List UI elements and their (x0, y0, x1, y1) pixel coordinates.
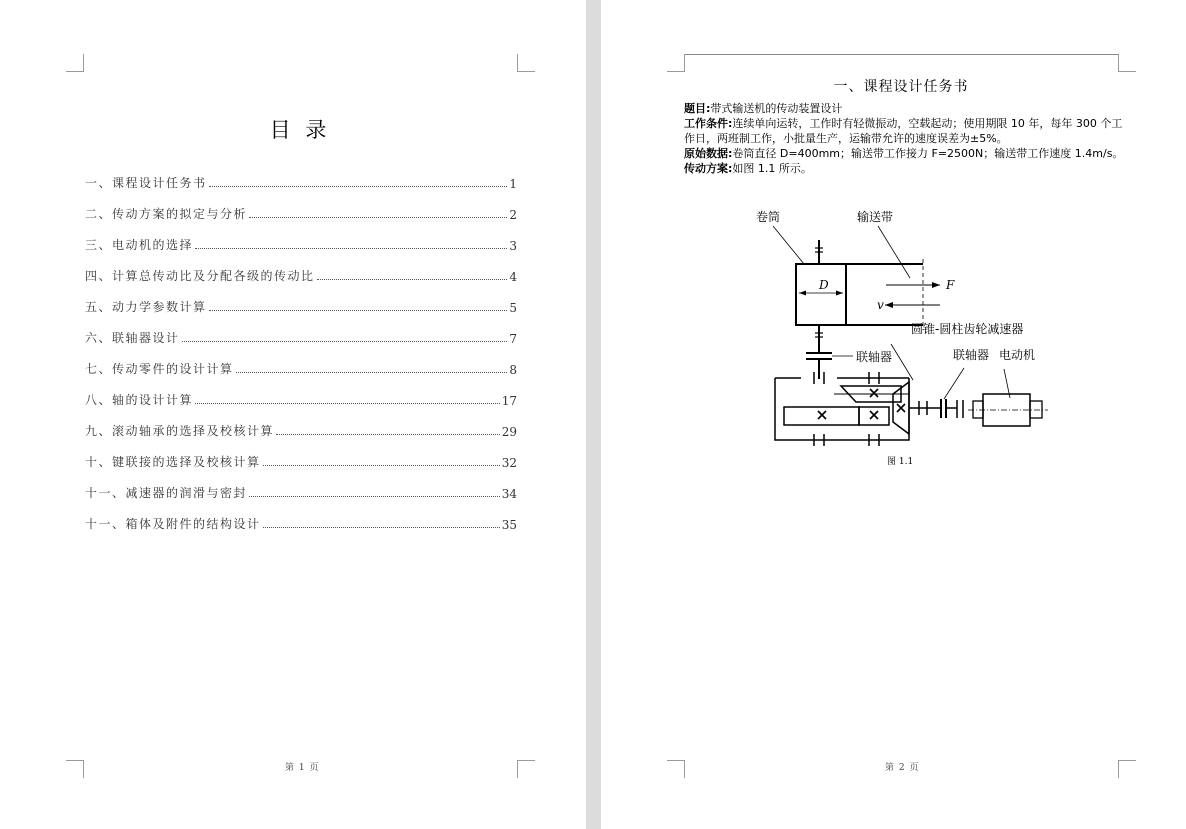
toc-entry-page: 1 (509, 177, 517, 191)
toc-entry[interactable] (85, 346, 517, 377)
page-1 (0, 0, 586, 829)
label-reducer: 圆锥-圆柱齿轮减速器 (911, 322, 1024, 336)
toc-entry-page: 34 (501, 487, 517, 501)
conditions-text: 连续单向运转，工作时有轻微振动，空载起动；使用期限 10 年，每年 300 个工作日，两班制工作，小批量生产，运输带允许的速度误差为±5%。 (684, 117, 1123, 145)
toc-leader-dots (209, 310, 508, 311)
label-motor: 电动机 (999, 348, 1036, 362)
toc-entry[interactable] (85, 408, 517, 439)
crop-mark (66, 54, 84, 72)
topic-text: 带式输送机的传动装置设计 (710, 102, 843, 115)
toc-leader-dots (263, 527, 500, 528)
toc-entry-page: 8 (509, 363, 517, 377)
label-belt: 输送带 (857, 210, 894, 224)
data-text: 卷筒直径 D=400mm；输送带工作接力 F=2500N；输送带工作速度 1.4m/s。 (732, 147, 1124, 160)
toc-entry-page: 29 (501, 425, 517, 439)
toc-entry[interactable] (85, 253, 517, 284)
transmission-diagram (601, 0, 1186, 829)
table-of-contents (85, 160, 517, 532)
toc-entry[interactable] (85, 470, 517, 501)
crop-mark (517, 760, 535, 778)
toc-entry-page: 5 (509, 301, 517, 315)
toc-entry-label: 六、联轴器设计 (85, 331, 180, 345)
toc-entry-page: 7 (509, 332, 517, 346)
section-title: 一、课程设计任务书 (833, 79, 969, 95)
label-coupling-1: 联轴器 (856, 350, 893, 364)
toc-entry-page: 32 (501, 456, 517, 470)
label-var-v: v (877, 298, 884, 312)
toc-entry-page: 17 (501, 394, 517, 408)
toc-entry[interactable] (85, 501, 517, 532)
toc-entry-label: 三、电动机的选择 (85, 238, 194, 252)
toc-entry-label: 四、计算总传动比及分配各级的传动比 (85, 269, 315, 283)
label-var-f: F (946, 278, 955, 292)
toc-entry[interactable] (85, 191, 517, 222)
toc-leader-dots (195, 403, 500, 404)
toc-entry-label: 二、传动方案的拟定与分析 (85, 207, 248, 221)
crop-mark (66, 760, 84, 778)
toc-leader-dots (195, 248, 507, 249)
toc-leader-dots (249, 217, 507, 218)
label-drum: 卷筒 (756, 210, 781, 224)
page-gutter (586, 0, 601, 829)
toc-leader-dots (182, 341, 508, 342)
page-footer: 第 2 页 (885, 763, 920, 773)
page-2 (601, 0, 1186, 829)
toc-entry-label: 十、键联接的选择及校核计算 (85, 455, 261, 469)
toc-leader-dots (249, 496, 500, 497)
topic-label: 题目: (684, 102, 711, 115)
data-label: 原始数据: (684, 147, 733, 160)
conditions-label: 工作条件: (684, 117, 733, 130)
toc-entry-page: 35 (501, 518, 517, 532)
toc-entry-page: 4 (509, 270, 517, 284)
toc-entry[interactable] (85, 315, 517, 346)
toc-entry-label: 七、传动零件的设计计算 (85, 362, 234, 376)
toc-entry-page: 2 (509, 208, 517, 222)
toc-entry[interactable] (85, 284, 517, 315)
toc-entry[interactable] (85, 377, 517, 408)
toc-leader-dots (236, 372, 508, 373)
toc-entry-label: 八、轴的设计计算 (85, 393, 194, 407)
toc-entry[interactable] (85, 160, 517, 191)
scheme-text: 如图 1.1 所示。 (732, 162, 812, 175)
toc-title: 目 录 (269, 118, 331, 142)
scheme-label: 传动方案: (684, 162, 733, 175)
toc-leader-dots (276, 434, 500, 435)
figure-caption: 图 1.1 (887, 457, 914, 467)
page-footer: 第 1 页 (285, 763, 320, 773)
toc-entry-label: 十一、箱体及附件的结构设计 (85, 517, 261, 531)
toc-entry-label: 九、滚动轴承的选择及校核计算 (85, 424, 275, 438)
toc-leader-dots (209, 186, 508, 187)
toc-entry-page: 3 (509, 239, 517, 253)
label-coupling-2: 联轴器 (953, 348, 990, 362)
toc-leader-dots (263, 465, 500, 466)
toc-entry-label: 十一、减速器的润滑与密封 (85, 486, 248, 500)
toc-leader-dots (317, 279, 508, 280)
toc-entry-label: 一、课程设计任务书 (85, 176, 207, 190)
toc-entry[interactable] (85, 439, 517, 470)
toc-entry-label: 五、动力学参数计算 (85, 300, 207, 314)
crop-mark (517, 54, 535, 72)
label-var-d: D (819, 278, 829, 292)
toc-entry[interactable] (85, 222, 517, 253)
